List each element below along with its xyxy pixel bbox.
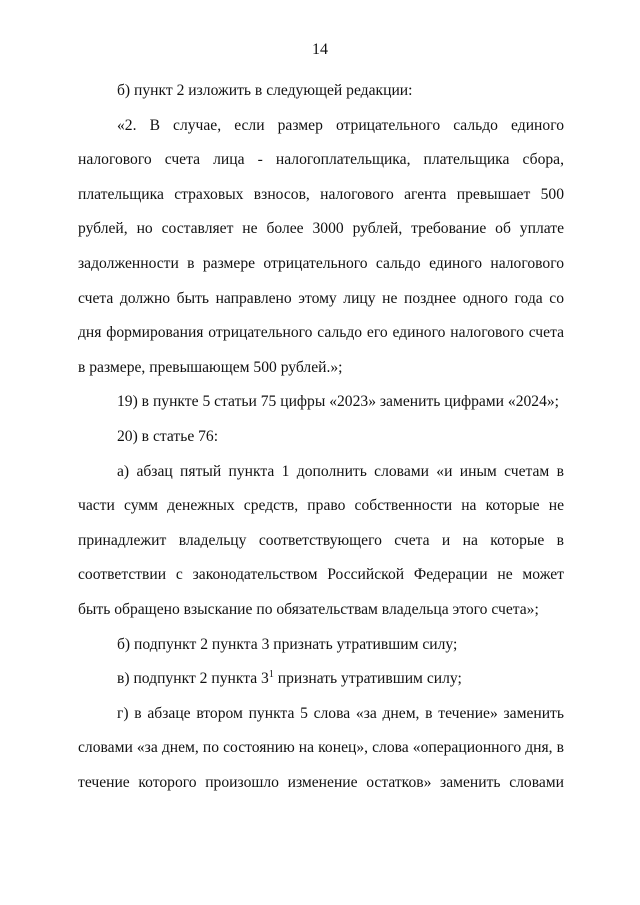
paragraph-item-b: б) подпункт 2 пункта 3 признать утратившим силу; — [117, 635, 458, 653]
document-body — [78, 74, 564, 800]
page-number: 14 — [312, 41, 328, 58]
paragraph-quoted-point-2: «2. В случае, если размер отрицательного сальдо единого налогового счета лица - налогоплательщика, плательщика сбора, плательщика страховых взносов, налогового агента превышает 500 рублей, но составляет не более 3000 рублей, требование об уплате задолженности в размере отрицательного сальдо единого налогового счета должно быть направлено этому лицу не позднее одного года со дня формирования отрицательного сальдо его единого налогового счета в размере, превышающем 500 рублей.»; — [78, 116, 564, 376]
paragraph-item-v-after: признать утратившим силу; — [273, 670, 462, 688]
paragraph-item-a: а) абзац пятый пункта 1 дополнить словами «и иным счетам в части сумм денежных средств, право собственности на которые не принадлежит владельцу соответствующего счета и на которые в соответствии с законодательством Российской Федерации не может быть обращено взыскание по обязательствам владельца этого счета»; — [78, 462, 564, 618]
paragraph-item-20: 20) в статье 76: — [117, 427, 219, 445]
paragraph-item-g: г) в абзаце втором пункта 5 слова «за днем, в течение» заменить словами «за днем, по состоянию на конец», слова «операционного дня, в течение которого произошло изменение остатков» заменить словами — [78, 704, 564, 791]
paragraph-item-v-superscript: 1 — [268, 669, 274, 681]
paragraph-item-v-before: в) подпункт 2 пункта 3 — [117, 670, 269, 688]
paragraph-item-19: 19) в пункте 5 статьи 75 цифры «2023» заменить цифрами «2024»; — [117, 393, 560, 411]
paragraph-item-b-point-2: б) пункт 2 изложить в следующей редакции: — [117, 82, 413, 99]
paragraph-item-v — [78, 662, 564, 697]
